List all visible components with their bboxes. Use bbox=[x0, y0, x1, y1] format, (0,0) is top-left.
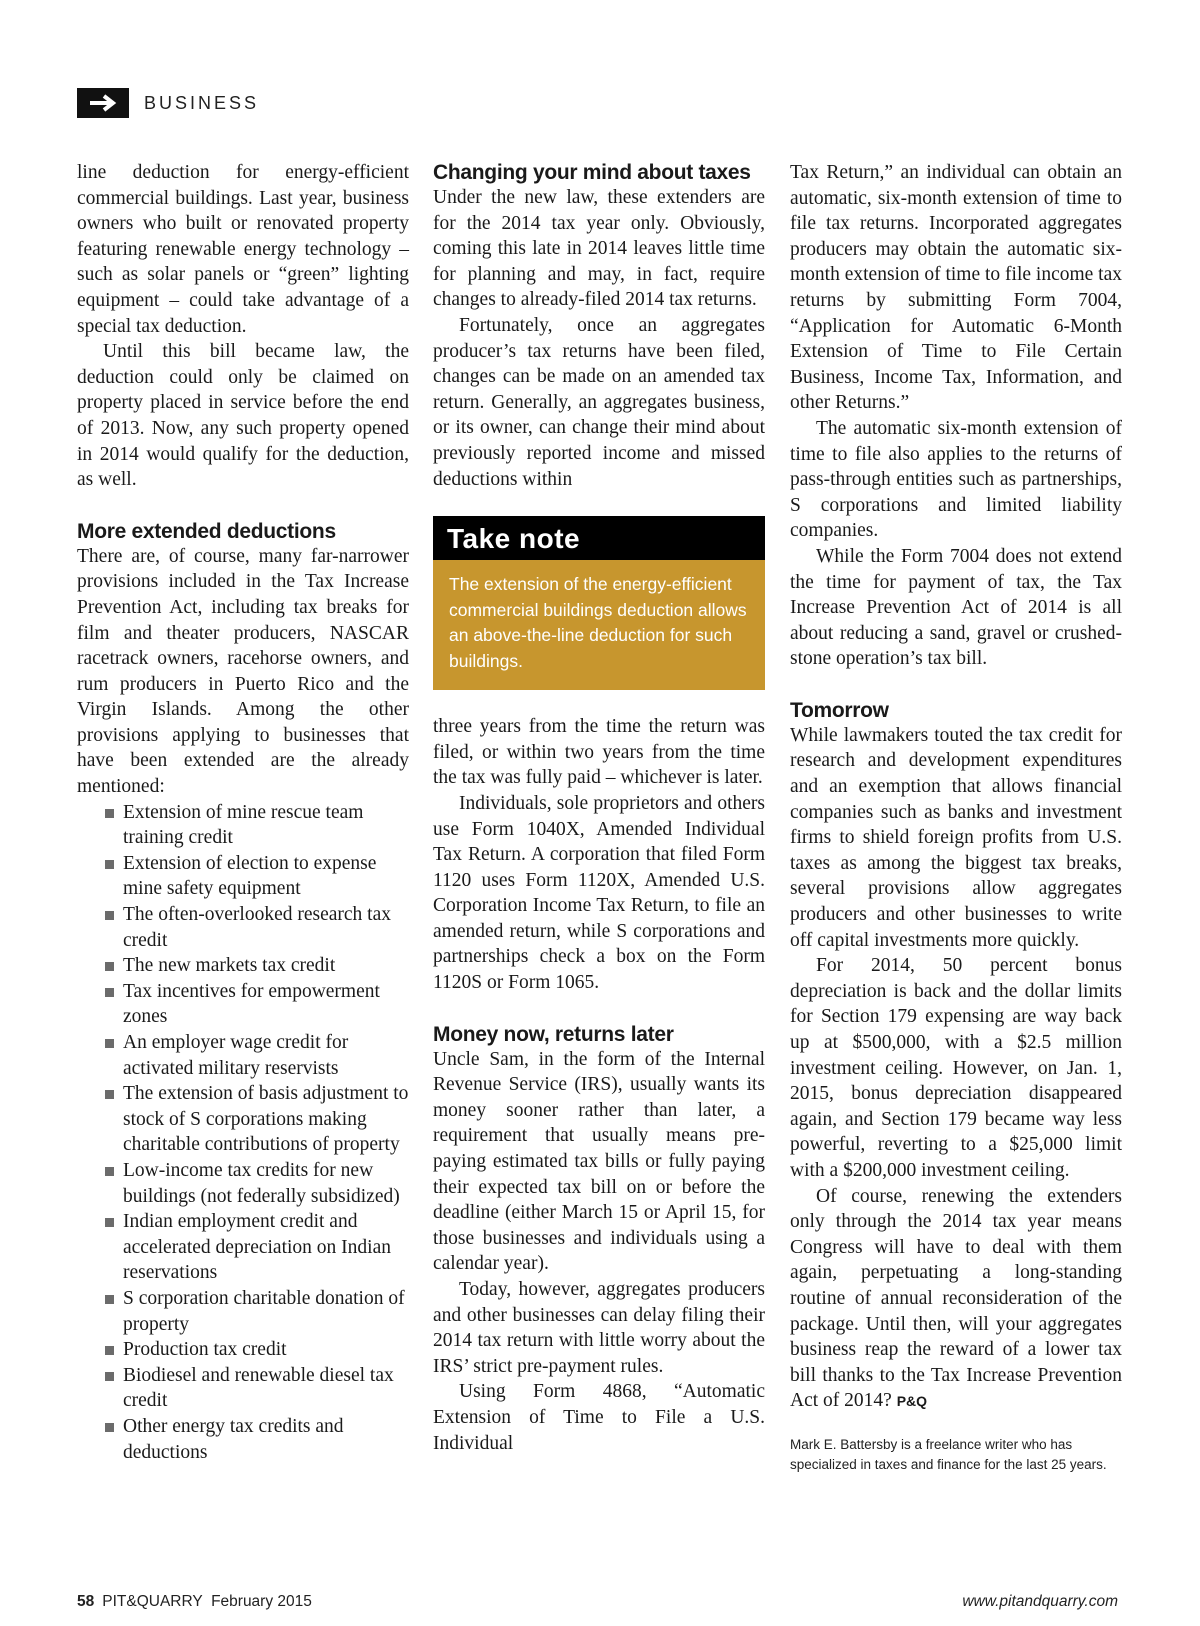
subheading-changing-your-mind: Changing your mind about taxes bbox=[433, 161, 751, 184]
list-item: The often-overlooked research tax credit bbox=[105, 902, 409, 953]
paragraph: Tax Return,” an individual can obtain an automatic, six-month extension of time to file tax returns. Incorporated aggregates producers may obtain the automatic six-month extension of time to file income tax returns by submitting Form 7004, “Application for Automatic 6-Month Extension of Time to File Certain Business, Income Tax, Information, and other Returns.” bbox=[790, 162, 1122, 414]
page-number: 58 bbox=[77, 1593, 95, 1610]
list-item: Low-income tax credits for new buildings (not federally subsidized) bbox=[105, 1158, 409, 1209]
take-note-box bbox=[433, 516, 765, 690]
arrow-right-icon bbox=[77, 88, 129, 118]
subheading-more-extended-deductions: More extended deductions bbox=[77, 519, 336, 543]
paragraph: Fortunately, once an aggregates producer’s tax returns have been filed, changes can be made on an amended tax return. Generally, an aggregates business, or its owner, can change their mind about previously reported income and missed deductions within bbox=[433, 314, 765, 490]
list-item: S corporation charitable donation of property bbox=[105, 1286, 409, 1337]
paragraph-text: Of course, renewing the extenders only through the 2014 tax year means Congress will have to deal with them again, perpetuating a long-standing routine of annual reconsideration of the package. Until then, will your aggregates business reap the reward of a lower tax bill thanks to the Tax Increase Prevention Act of 2014? bbox=[790, 1185, 1122, 1412]
paragraph: For 2014, 50 percent bonus depreciation is back and the dollar limits for Section 179 expensing are way back up at $500,000, with a $2.5 million investment ceiling. However, on Jan. 1, 2015, bonus depreciation disappeared again, and Section 179 became way less powerful, reverting to a $25,000 limit with a $200,000 investment ceiling. bbox=[790, 955, 1122, 1181]
end-mark: P&Q bbox=[896, 1393, 928, 1410]
column-1 bbox=[77, 160, 409, 1465]
subheading-money-now: Money now, returns later bbox=[433, 1022, 674, 1046]
paragraph: Until this bill became law, the deduction could only be claimed on property placed in service before the end of 2013. Now, any such property opened in 2014 would qualify for the deduction, as well. bbox=[77, 341, 409, 491]
paragraph: three years from the time the return was filed, or within two years from the time the tax was fully paid – whichever is later. bbox=[433, 716, 765, 789]
list-item: Biodiesel and renewable diesel tax credit bbox=[105, 1363, 409, 1414]
list-item: The extension of basis adjustment to stock of S corporations making charitable contributions of property bbox=[105, 1081, 409, 1158]
list-item: Other energy tax credits and deductions bbox=[105, 1414, 409, 1465]
paragraph: Uncle Sam, in the form of the Internal Revenue Service (IRS), usually wants its money sooner rather than later, a requirement that usually means pre-paying estimated tax bills or fully paying their expected tax bill on or before the deadline (either March 15 or April 15, for those businesses and individuals using a calendar year). bbox=[433, 1048, 765, 1275]
provisions-list bbox=[77, 800, 409, 1465]
publication-info: PIT&QUARRY February 2015 bbox=[102, 1593, 312, 1610]
paragraph: Using Form 4868, “Automatic Extension of Time to File a U.S. Individual bbox=[433, 1381, 765, 1454]
author-bio: Mark E. Battersby is a freelance writer who has specialized in taxes and finance for the last 25 years. bbox=[790, 1436, 1107, 1472]
column-3 bbox=[790, 160, 1122, 1475]
paragraph: While lawmakers touted the tax credit for research and development expenditures and an exemption that allows financial companies such as banks and investment firms to shield foreign profits from U.S. taxes as among the biggest tax breaks, several provisions allow aggregates producers and other businesses to write off capital investments more quickly. bbox=[790, 724, 1122, 951]
take-note-body: The extension of the energy-efficient commercial buildings deduction allows an above-the-line deduction for such buildings. bbox=[433, 560, 765, 690]
section-label: BUSINESS bbox=[144, 92, 260, 113]
section-header bbox=[77, 88, 259, 118]
subheading-tomorrow: Tomorrow bbox=[790, 698, 889, 722]
footer-left bbox=[77, 1593, 312, 1611]
list-item: An employer wage credit for activated military reservists bbox=[105, 1030, 409, 1081]
list-item: Extension of mine rescue team training credit bbox=[105, 800, 409, 851]
list-item: Production tax credit bbox=[105, 1337, 409, 1363]
list-item: Indian employment credit and accelerated depreciation on Indian reservations bbox=[105, 1209, 409, 1286]
paragraph: Individuals, sole proprietors and others use Form 1040X, Amended Individual Tax Return. A corporation that filed Form 1120 uses Form 1120X, Amended U.S. Corporation Income Tax Return, to file an amended return, while S corporations and partnerships check a box on the Form 1120S or Form 1065. bbox=[433, 792, 765, 994]
paragraph bbox=[790, 1184, 1122, 1415]
paragraph: Under the new law, these extenders are for the 2014 tax year only. Obviously, coming this late in 2014 leaves little time for planning and may, in fact, require changes to already-filed 2014 tax returns. bbox=[433, 187, 765, 311]
footer-url[interactable]: www.pitandquarry.com bbox=[962, 1593, 1118, 1610]
paragraph: line deduction for energy-efficient commercial buildings. Last year, business owners who built or renovated property featuring renewable energy technology – such as solar panels or “green” lighting equipment – could take advantage of a special tax deduction. bbox=[77, 162, 409, 337]
paragraph: The automatic six-month extension of time to file also applies to the returns of pass-through entities such as partnerships, S corporations and limited liability companies. bbox=[790, 417, 1122, 542]
take-note-title: Take note bbox=[433, 516, 765, 560]
paragraph: Today, however, aggregates producers and other businesses can delay filing their 2014 tax return with little worry about the IRS’ strict pre-payment rules. bbox=[433, 1279, 765, 1377]
list-item: Extension of election to expense mine safety equipment bbox=[105, 851, 409, 902]
paragraph: While the Form 7004 does not extend the time for payment of tax, the Tax Increase Prevention Act of 2014 is all about reducing a sand, gravel or crushed-stone operation’s tax bill. bbox=[790, 545, 1122, 670]
column-2 bbox=[433, 160, 765, 1456]
paragraph: There are, of course, many far-narrower provisions included in the Tax Increase Prevention Act, including tax breaks for film and theater producers, NASCAR racetrack owners, racehorse owners, and rum producers in Puerto Rico and the Virgin Islands. Among the other provisions applying to businesses that have been extended are the already mentioned: bbox=[77, 545, 409, 798]
list-item: Tax incentives for empowerment zones bbox=[105, 979, 409, 1030]
list-item: The new markets tax credit bbox=[105, 953, 409, 979]
